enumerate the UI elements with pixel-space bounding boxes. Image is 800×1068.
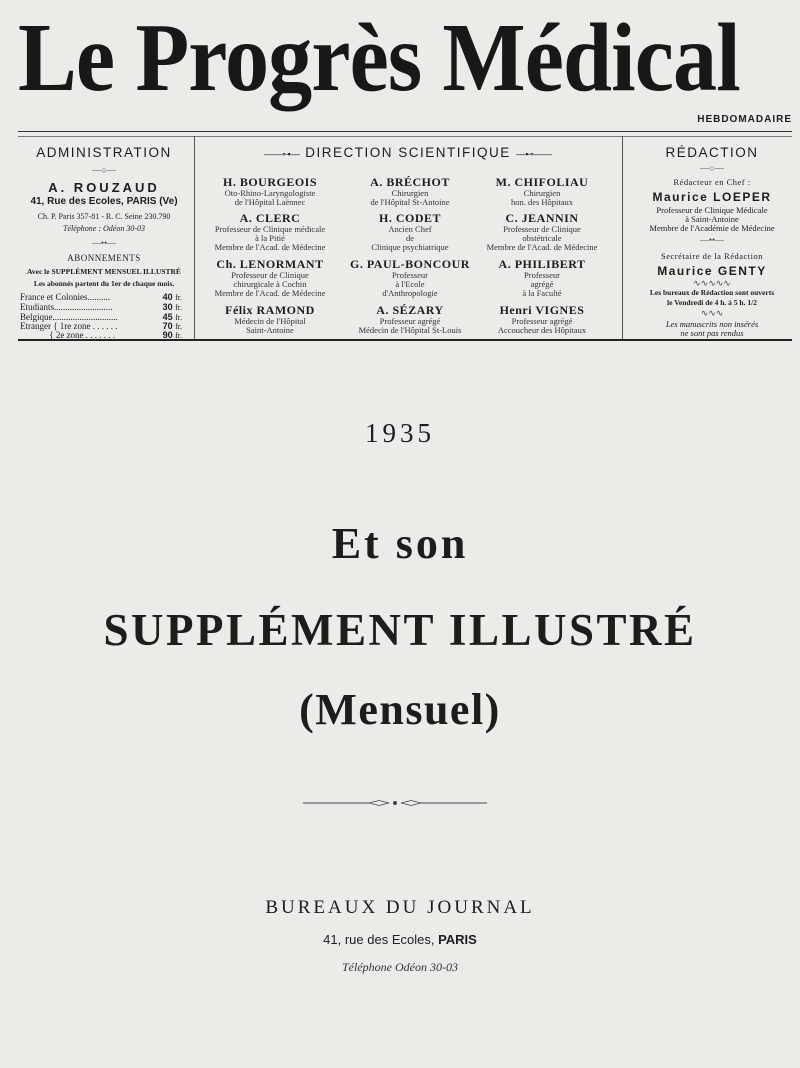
- director-title: Clinique psychiatrique: [371, 242, 449, 252]
- price-label: Etranger { 1re zone . . . . . .: [20, 321, 118, 331]
- price-unit: fr.: [175, 322, 182, 331]
- director-title: Membre de l'Acad. de Médecine: [486, 242, 598, 252]
- column-divider: [194, 136, 195, 339]
- director-title: à l'Ecole: [395, 279, 425, 289]
- bureaux-heading: BUREAUX DU JOURNAL: [265, 897, 535, 918]
- director-title: Professeur de Clinique: [503, 224, 581, 234]
- director-title: Oto-Rhino-Laryngologiste: [224, 188, 316, 198]
- ornament-right: —⊷——: [516, 149, 553, 159]
- director-title: à la Pitié: [255, 233, 285, 243]
- director-title: de: [405, 233, 415, 243]
- price-row: [20, 292, 182, 302]
- year: 1935: [365, 418, 435, 448]
- ornament: —••—: [699, 235, 725, 245]
- director-title: obstétricale: [522, 233, 562, 243]
- price-label: France et Colonies..........: [20, 292, 110, 302]
- masthead-frequency: HEBDOMADAIRE: [697, 114, 792, 125]
- director-name: A. SÉZARY: [376, 303, 444, 317]
- administrator-name: A. ROUZAUD: [48, 180, 160, 195]
- price-unit: fr.: [175, 303, 182, 312]
- price-value: 70: [162, 321, 173, 331]
- decorative-divider: [303, 800, 487, 806]
- director-card: [200, 176, 340, 207]
- subtitle-line3: (Mensuel): [299, 685, 501, 734]
- ornament: ∿∿∿∿∿: [693, 278, 731, 288]
- direction-heading-text: DIRECTION SCIENTIFIQUE: [305, 145, 511, 160]
- price-unit: fr.: [175, 293, 182, 302]
- director-card: [340, 258, 480, 298]
- ornament: —○—: [92, 165, 116, 175]
- price-value: 90: [162, 330, 173, 340]
- director-title: hon. des Hôpitaux: [510, 197, 574, 207]
- ornament-left: ——⊶—: [263, 149, 300, 159]
- price-unit: fr.: [175, 331, 182, 340]
- direction-heading: [198, 145, 618, 160]
- director-title: Professeur de Clinique médicale: [214, 224, 326, 234]
- price-unit: fr.: [175, 313, 182, 322]
- price-label: { 2e zone . . . . . . .: [20, 330, 116, 340]
- director-title: Professeur: [524, 270, 560, 280]
- director-name: A. CLERC: [239, 211, 301, 225]
- journal-telephone: Téléphone Odéon 30-03: [342, 960, 458, 974]
- header-rule-thin: [18, 136, 792, 137]
- subtitle-line2: SUPPLÉMENT ILLUSTRÉ: [103, 605, 697, 655]
- subscriptions-supplement-note: Avec le SUPPLÉMENT MENSUEL ILLUSTRÉ: [27, 267, 181, 276]
- director-title: de l'Hôpital Laënnec: [234, 197, 306, 207]
- director-title: Professeur de Clinique: [231, 270, 309, 280]
- subscriptions-start-note: Les abonnés partent du 1er de chaque mois.: [33, 279, 175, 288]
- director-card: [340, 212, 480, 252]
- director-title: Accoucheur des Hôpitaux: [497, 325, 587, 335]
- director-card: [340, 304, 480, 335]
- director-title: Professeur agrégé: [379, 316, 441, 326]
- director-title: à la Faculté: [522, 288, 562, 298]
- ornament: —••—: [91, 238, 117, 248]
- secretary-name: Maurice GENTY: [657, 264, 767, 278]
- director-card: [472, 304, 612, 335]
- director-title: Membre de l'Acad. de Médecine: [214, 288, 326, 298]
- director-name: Félix RAMOND: [225, 303, 315, 317]
- director-title: Membre de l'Acad. de Médecine: [214, 242, 326, 252]
- header-rule: [18, 131, 792, 132]
- director-card: [200, 258, 340, 298]
- director-title: Professeur: [392, 270, 428, 280]
- address-street: 41, rue des Ecoles,: [323, 932, 435, 947]
- secretary-label: Secrétaire de la Rédaction: [661, 251, 763, 261]
- price-label: Etudiants..........................: [20, 302, 113, 312]
- chief-editor-label: Rédacteur en Chef :: [673, 177, 751, 187]
- director-name: C. JEANNIN: [505, 211, 579, 225]
- director-title: Médecin de l'Hôpital: [234, 316, 306, 326]
- chief-editor-name: Maurice LOEPER: [652, 190, 772, 204]
- administration-cheques: Ch. P. Paris 357-81 - R. C. Seine 230.790: [37, 212, 171, 221]
- director-title: d'Anthropologie: [382, 288, 438, 298]
- subtitle-line1: Et son: [331, 519, 469, 568]
- price-value: 40: [162, 292, 173, 302]
- director-title: de l'Hôpital St-Antoine: [370, 197, 450, 207]
- office-hours: Les bureaux de Rédaction sont ouverts: [649, 288, 775, 297]
- masthead-title: Le Progrès Médical: [18, 4, 740, 112]
- price-row: [20, 302, 182, 312]
- ornament: —○—: [700, 163, 724, 173]
- director-title: agrégé: [530, 279, 554, 289]
- administration-address: 41, Rue des Ecoles, PARIS (Ve): [30, 196, 178, 207]
- director-name: H. BOURGEOIS: [222, 175, 318, 189]
- director-title: Professeur agrégé: [511, 316, 573, 326]
- director-name: A. PHILIBERT: [498, 257, 586, 271]
- header-bottom-rule: [18, 339, 792, 341]
- director-card: [200, 304, 340, 335]
- director-title: Chirurgien: [391, 188, 429, 198]
- journal-address: [0, 932, 800, 947]
- director-title: Chirurgien: [523, 188, 561, 198]
- director-card: [200, 212, 340, 252]
- director-title: Ancien Chef: [388, 224, 432, 234]
- office-hours: le Vendredi de 4 h. à 5 h. 1/2: [667, 298, 757, 307]
- director-title: chirurgicale à Cochin: [233, 279, 307, 289]
- redaction-heading: RÉDACTION: [665, 145, 759, 160]
- administration-telephone: Téléphone : Odéon 30-03: [63, 224, 145, 233]
- price-label: Belgique.............................: [20, 312, 118, 322]
- director-name: G. PAUL-BONCOUR: [350, 257, 470, 271]
- director-card: [472, 258, 612, 298]
- director-name: Henri VIGNES: [499, 303, 585, 317]
- manuscripts-note: ne sont pas rendus: [680, 328, 744, 338]
- price-value: 30: [162, 302, 173, 312]
- price-value: 45: [162, 312, 173, 322]
- director-name: M. CHIFOLIAU: [495, 175, 589, 189]
- administration-heading: ADMINISTRATION: [36, 145, 172, 160]
- subscriptions-heading: ABONNEMENTS: [67, 253, 141, 263]
- director-card: [472, 212, 612, 252]
- director-name: H. CODET: [378, 211, 441, 225]
- chief-editor-title: à Saint-Antoine: [685, 214, 739, 224]
- chief-editor-title: Professeur de Clinique Médicale: [656, 205, 768, 215]
- director-title: Médecin de l'Hôpital St-Louis: [358, 325, 462, 335]
- address-city: PARIS: [438, 932, 477, 947]
- director-card: [472, 176, 612, 207]
- director-name: A. BRÉCHOT: [370, 175, 450, 189]
- column-divider: [622, 136, 623, 339]
- ornament: ∿∿∿: [700, 308, 724, 318]
- manuscripts-note: Les manuscrits non insérés: [665, 319, 759, 329]
- chief-editor-title: Membre de l'Académie de Médecine: [649, 223, 775, 233]
- director-card: [340, 176, 480, 207]
- director-name: Ch. LENORMANT: [216, 257, 324, 271]
- director-title: Saint-Antoine: [246, 325, 294, 335]
